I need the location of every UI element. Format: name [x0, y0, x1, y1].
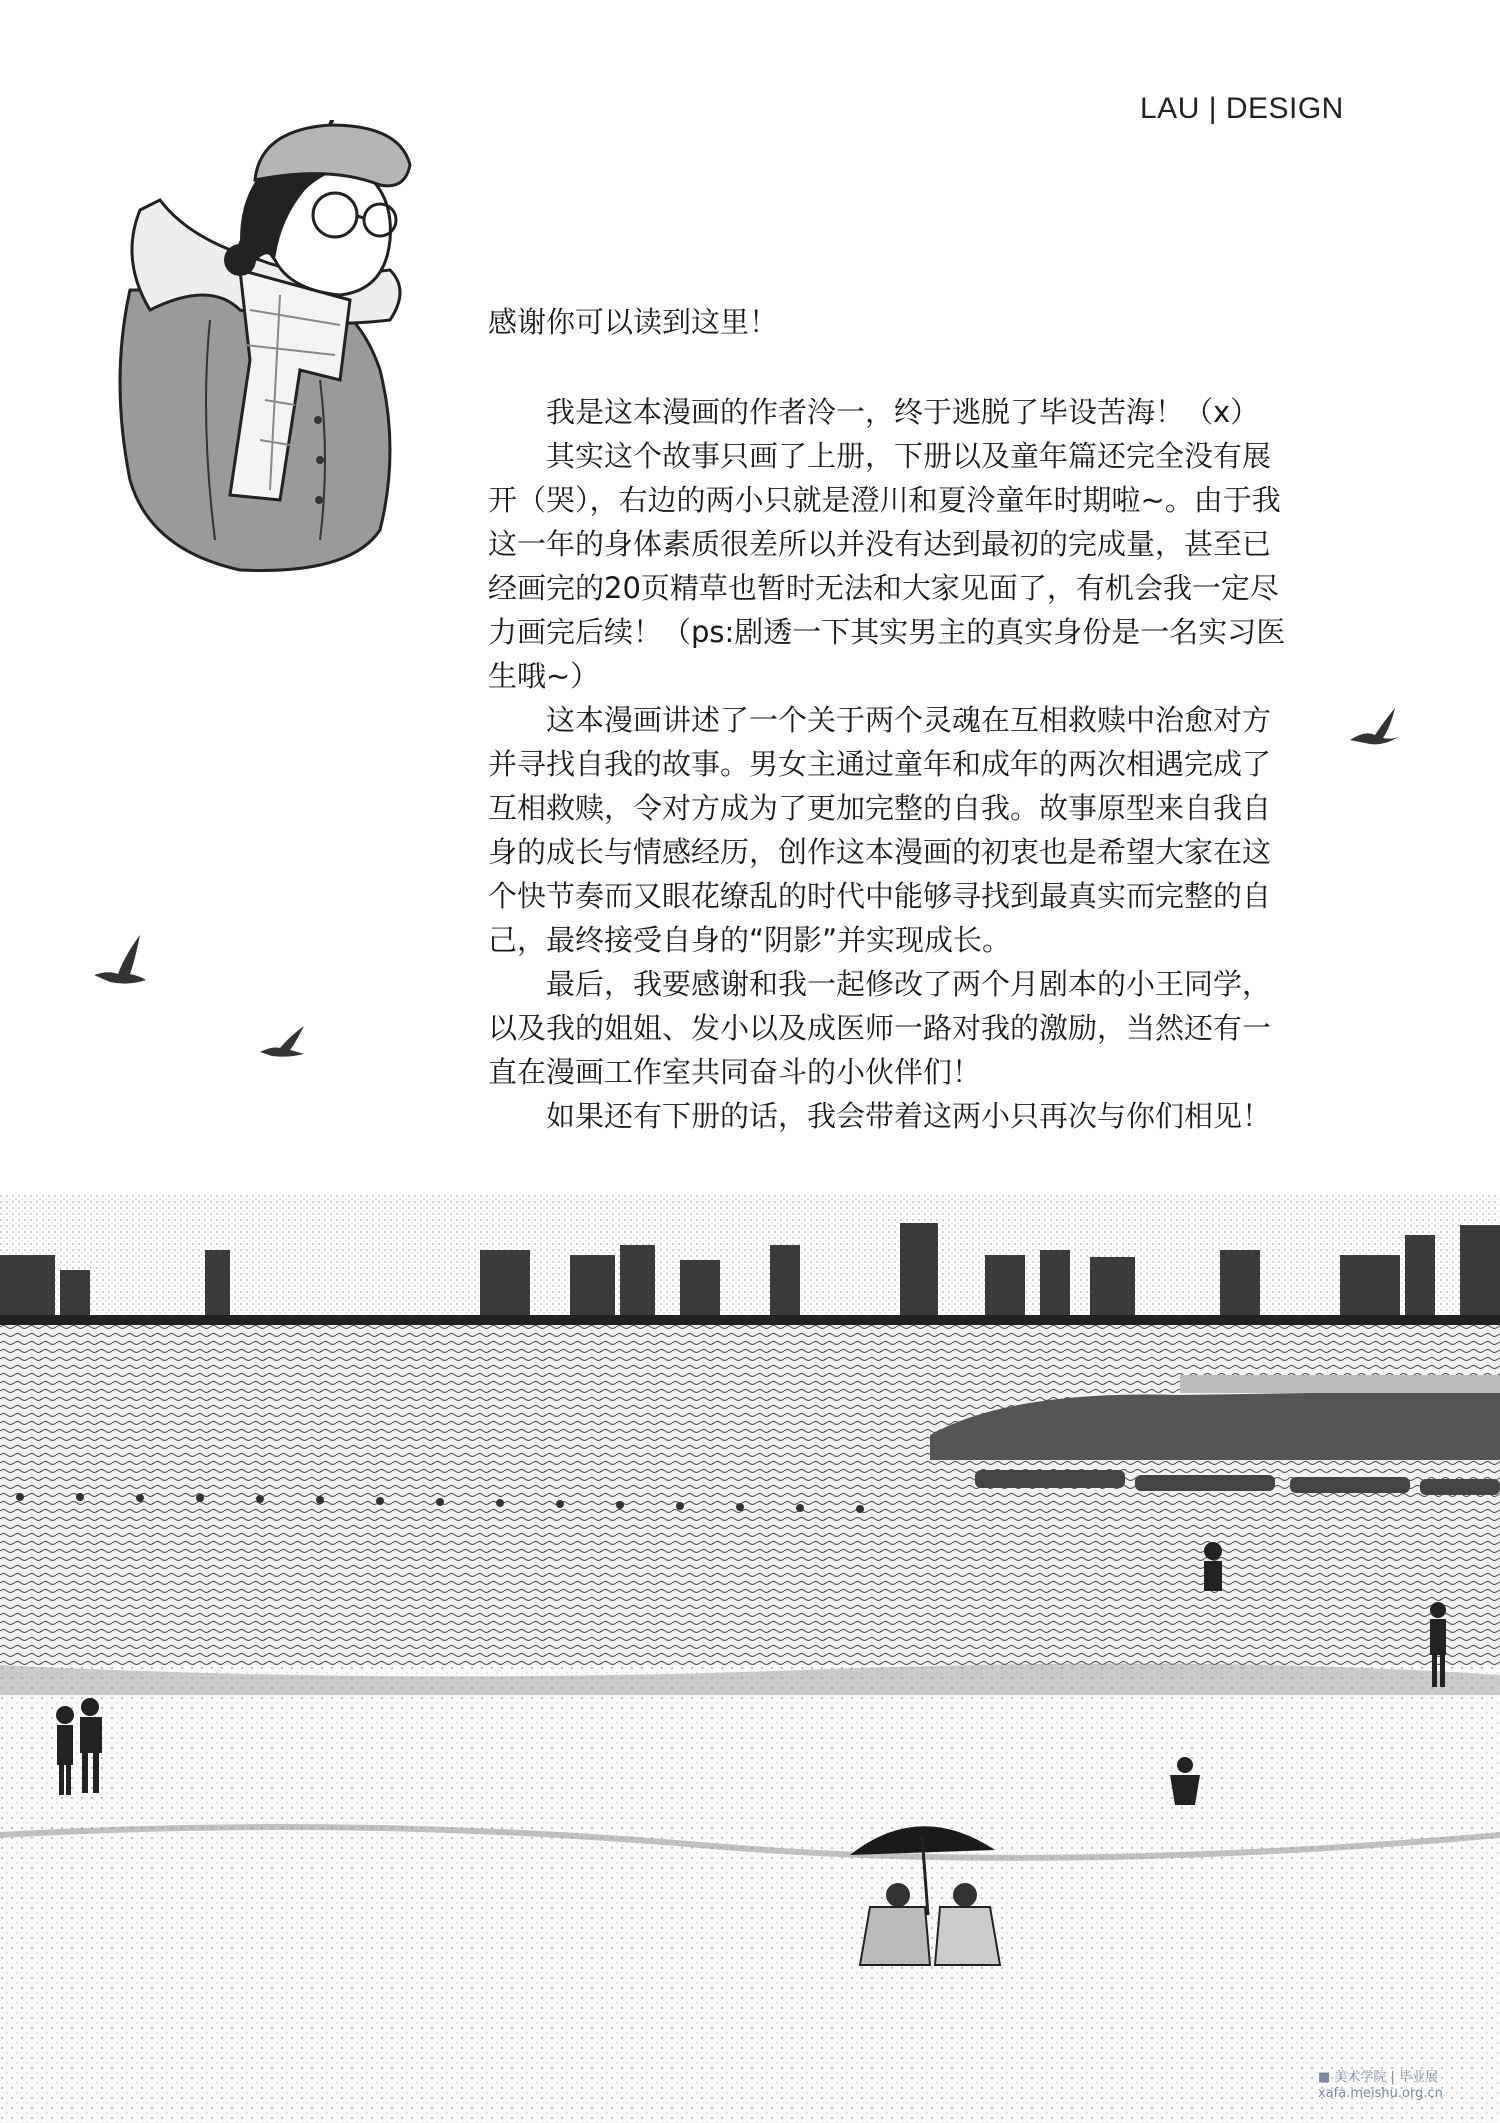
beach-photo [0, 1195, 1500, 2123]
watermark [1318, 2070, 1493, 2102]
letter-paragraph-2: 其实这个故事只画了上册，下册以及童年篇还完全没有展开（哭），右边的两小只就是澄川和夏泠童年时期啦~。由于我这一年的身体素质很差所以并没有达到最初的完成量，甚至已经画完的20页精草也暂时无法和大家见面了，有机会我一定尽力画完后续！（ps:剧透一下其实男主的真实身份是一名实习医生哦~） [488, 439, 1286, 693]
letter-paragraph-1: 我是这本漫画的作者泠一，终于逃脱了毕设苦海！（x） [546, 395, 1260, 429]
letter-paragraph-4: 最后，我要感谢和我一起修改了两个月剧本的小王同学，以及我的姐姐、发小以及成医师一路对我的激励，当然还有一直在漫画工作室共同奋斗的小伙伴们！ [488, 967, 1272, 1089]
brand-logo-text: LAU | DESIGN [1140, 92, 1344, 125]
letter-paragraph-3: 这本漫画讲述了一个关于两个灵魂在互相救赎中治愈对方并寻找自我的故事。男女主通过童年和成年的两次相遇完成了互相救赎，令对方成为了更加完整的自我。故事原型来自我自身的成长与情感经历，创作这本漫画的初衷也是希望大家在这个快节奏而又眼花缭乱的时代中能够寻找到最真实而完整的自己，最终接受自身的“阴影”并实现成长。 [488, 703, 1272, 957]
letter-greeting: 感谢你可以读到这里！ [488, 305, 779, 339]
seagull-illustration-left-2 [258, 1022, 308, 1058]
seagull-illustration-left-1 [90, 930, 150, 990]
author-portrait-illustration [90, 120, 450, 580]
seagull-illustration-right [1345, 700, 1405, 750]
watermark-line-2: xafa.meishu.org.cn [1318, 2086, 1443, 2101]
watermark-line-1: ■ 美术学院 | 毕业展 [1318, 2070, 1439, 2085]
afterword-letter [488, 300, 1296, 1138]
letter-paragraph-5: 如果还有下册的话，我会带着这两小只再次与你们相见！ [546, 1099, 1272, 1133]
